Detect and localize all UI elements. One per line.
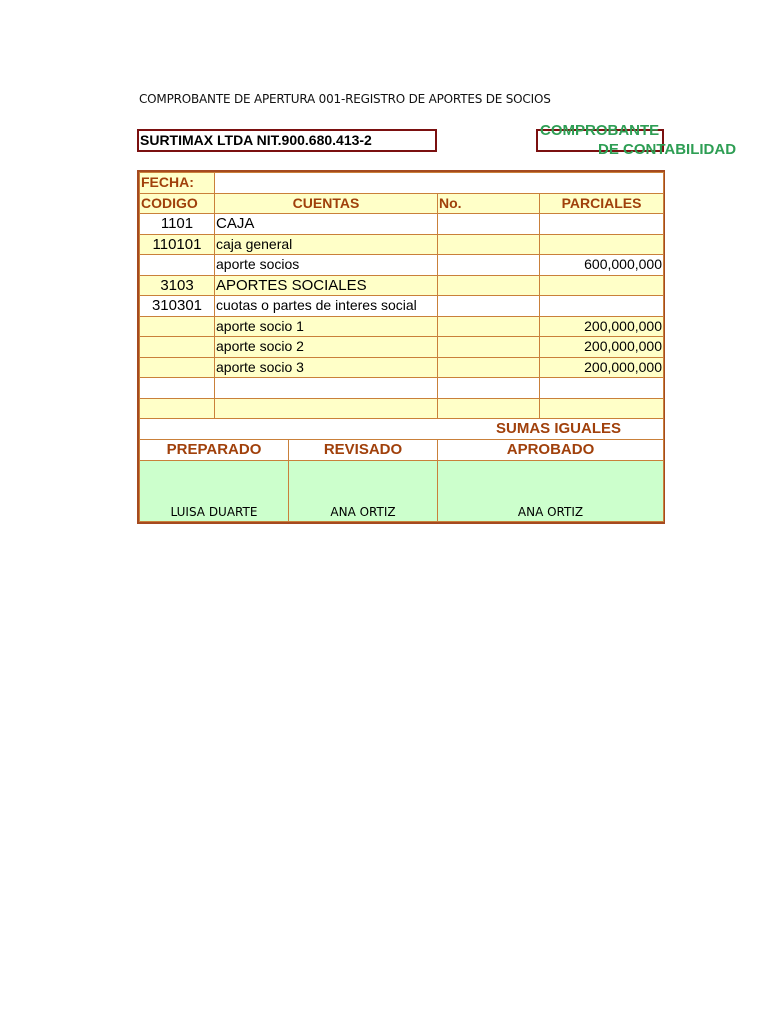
cell-codigo[interactable]: 310301 [140,296,215,317]
header-codigo: CODIGO [140,193,215,214]
cell-no[interactable] [438,337,540,358]
cell-no[interactable] [438,214,540,235]
signature-header-row [140,439,664,460]
table-row [140,398,664,419]
cell-cuenta[interactable]: CAJA [215,214,438,235]
cell-cuenta[interactable] [215,398,438,419]
comprobante-box [536,122,737,158]
ledger-sheet [137,170,665,524]
cell-parcial[interactable]: 200,000,000 [540,316,664,337]
cell-parcial[interactable] [540,398,664,419]
cell-parcial[interactable]: 600,000,000 [540,255,664,276]
sumas-iguales: SUMAS IGUALES [140,419,664,440]
cell-cuenta[interactable]: cuotas o partes de interes social [215,296,438,317]
cell-no[interactable] [438,398,540,419]
header-no: No. [438,193,540,214]
cell-codigo[interactable] [140,316,215,337]
cell-parcial[interactable]: 200,000,000 [540,337,664,358]
aprobado-name: ANA ORTIZ [438,460,664,521]
signature-body-row [140,460,664,521]
cell-cuenta[interactable]: aporte socio 1 [215,316,438,337]
cell-no[interactable] [438,275,540,296]
fecha-row [140,173,664,194]
cell-codigo[interactable]: 110101 [140,234,215,255]
fecha-value[interactable] [215,173,664,194]
cell-parcial[interactable] [540,378,664,399]
aprobado-label: APROBADO [438,439,664,460]
header-cuentas: CUENTAS [215,193,438,214]
cell-no[interactable] [438,234,540,255]
cell-no[interactable] [438,296,540,317]
cell-cuenta[interactable]: caja general [215,234,438,255]
cell-cuenta[interactable]: aporte socio 2 [215,337,438,358]
table-row [140,378,664,399]
table-row [140,255,664,276]
header-row [140,193,664,214]
cell-parcial[interactable] [540,214,664,235]
cell-no[interactable] [438,357,540,378]
sumas-row [140,419,664,440]
cell-cuenta[interactable]: aporte socios [215,255,438,276]
cell-parcial[interactable]: 200,000,000 [540,357,664,378]
cell-no[interactable] [438,255,540,276]
cell-codigo[interactable]: 3103 [140,275,215,296]
cell-codigo[interactable] [140,337,215,358]
revisado-name: ANA ORTIZ [289,460,438,521]
cell-parcial[interactable] [540,296,664,317]
table-row [140,214,664,235]
table-row [140,234,664,255]
table-row [140,296,664,317]
cell-codigo[interactable] [140,398,215,419]
comprobante-line2: DE CONTABILIDAD [598,141,737,158]
cell-codigo[interactable] [140,357,215,378]
cell-cuenta[interactable]: aporte socio 3 [215,357,438,378]
company-name: SURTIMAX LTDA NIT.900.680.413-2 [140,132,372,148]
cell-codigo[interactable] [140,378,215,399]
document-title: COMPROBANTE DE APERTURA 001-REGISTRO DE APORTES DE SOCIOS [139,92,551,106]
preparado-name: LUISA DUARTE [140,460,289,521]
cell-no[interactable] [438,378,540,399]
comprobante-line1: COMPROBANTE [540,122,660,139]
fecha-label: FECHA: [140,173,215,194]
company-box [137,129,437,152]
cell-parcial[interactable] [540,234,664,255]
ledger-rows [140,214,664,419]
cell-no[interactable] [438,316,540,337]
table-row [140,357,664,378]
revisado-label: REVISADO [289,439,438,460]
cell-parcial[interactable] [540,275,664,296]
header-parciales: PARCIALES [540,193,664,214]
cell-cuenta[interactable] [215,378,438,399]
table-row [140,337,664,358]
ledger-table [139,172,664,522]
cell-codigo[interactable] [140,255,215,276]
preparado-label: PREPARADO [140,439,289,460]
cell-codigo[interactable]: 1101 [140,214,215,235]
table-row [140,275,664,296]
cell-cuenta[interactable]: APORTES SOCIALES [215,275,438,296]
table-row [140,316,664,337]
